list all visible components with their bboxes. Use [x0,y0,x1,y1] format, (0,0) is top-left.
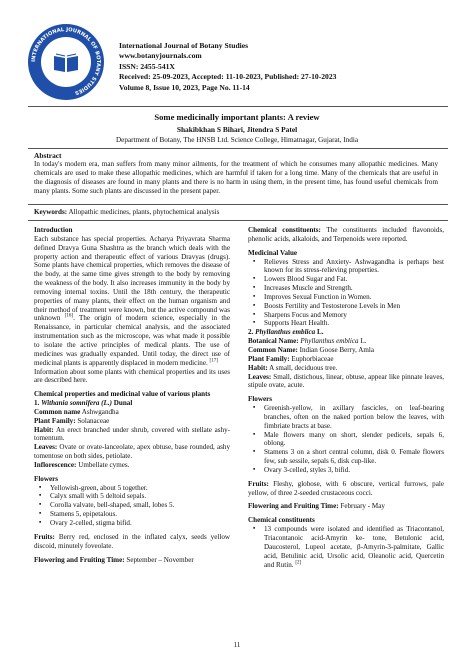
field-value: Indian Goose Berry, Amla [299,345,375,354]
field-label: Plant Family: [34,416,76,425]
list-item: ▪ Ovary 2-celled, stigma bifid. [50,519,230,528]
habit [34,426,230,444]
chem-heading: Chemical properties and medicinal value of various plants [34,390,211,399]
fruits [248,480,444,498]
field-value: Solanaceae [77,416,110,425]
list-item: ▪ Increases Muscle and Strength. [264,284,444,293]
list-item: ▪ Calyx small with 5 deltoid sepals. [50,492,230,501]
list-item: ▪ Male flowers many on short, slender pedicels, sepals 6, oblong. [264,431,444,449]
plant-author: L. [317,328,324,337]
inflorescence [34,461,230,470]
field-label: Flowering and Fruiting Time: [248,502,339,511]
field-value: Fleshy, globose, with 6 obscure, vertical furrows, pale yellow, of three 2-seeded crustaceous cocci. [248,479,444,497]
plant-family [34,417,230,426]
flowers-list [248,404,444,475]
flowering-time [34,556,230,565]
field-value: Berry red, enclosed in the inflated calyx, seeds yellow discoid, minutely foveolate. [34,532,230,550]
list-item: ▪ Greenish-yellow, in axillary fascicles, on leaf-bearing branches, often on the naked portion below the leaves, with fimbriate bracts at base. [264,404,444,431]
fruits [34,533,230,551]
plant-name: Withania somnifera (L.) [41,399,112,408]
keywords-label: Keywords: [34,208,68,216]
field-value: Phyllanthus emblica [300,337,359,346]
divider [28,106,448,107]
field-value: Euphorbiaceae [291,354,334,363]
field-value: February - May [340,502,385,511]
intro-text-b: . The origin of modern science, especially in the Renaissance, in particular chemical analysis, and the associated instrumentation such as the microscope, was what made it possible to isolate the active principles of medical plants. The use of medicines was gradually expanded. Until today, the direct use of medicinal plants is apparently displaced in modern medicine. [34,314,231,367]
right-column [248,226,444,569]
field-label: Botanical Name: [248,337,299,346]
field-label: Common Name: [248,345,298,354]
plant-author: Dunal [113,399,133,408]
list-item: ▪ Stamens 3 on a short central column, disk 0. Female flowers few, sub sessile, sepals 6, disk cup-like. [264,448,444,466]
journal-issn: ISSN: 2455-541X [119,61,175,71]
leaves [248,373,444,391]
article-affiliation: Department of Botany, The HNSB Ltd. Science College, Himatnagar, Gujarat, India [115,136,359,144]
field-label: Common name [34,407,81,416]
keywords-text: Allopathic medicines, plants, phytochemical analysis [68,208,220,216]
list-item: ▪ Yellowish-green, about 5 together. [50,484,230,493]
article-title: Some medicinally important plants: A review [154,112,320,122]
list-item: ▪ Boosts Fertility and Testosterone Levels in Men [264,302,444,311]
intro-paragraph [34,235,230,368]
field-value: Ovate or ovate-lanceolate, apex obtuse, base rounded, ashy tomentose on both sides, petiolate. [34,443,230,461]
flowers-list [34,484,230,528]
field-label: Fruits: [248,479,269,488]
list-item: ▪ Relieves Stress and Anxiety- Ashwagandha is perhaps best known for its stress-relieving properties. [264,258,444,276]
common-name [248,346,444,355]
list-item: ▪ Sharpens Focus and Memory [264,311,444,320]
field-value: Ashwgandha [81,407,119,416]
field-value: September – November [126,555,194,564]
medicinal-value-heading: Medicinal Value [248,248,298,257]
list-item: ▪ Ovary 3-celled, styles 3, bifid. [264,466,444,475]
journal-name: International Journal of Botany Studies [119,41,249,50]
field-label: Habit: [34,425,54,434]
journal-meta [119,41,336,93]
botanical-name [248,337,444,346]
divider [28,220,448,221]
list-item-text: 13 compounds were isolated and identified as Triacontanol, Triacontanoic acid-Amyrin ke- tone, Betulonic acid, Daucosterol, Lupeol acetate, β-Amyrin-3-palmitate, Gallic acid, Betulinic acid, Ursolic acid, Oleanolic acid, Quercetin and Rutin. [264,525,444,569]
journal-volume: Volume 8, Issue 10, 2023, Page No. 11-14 [119,82,250,92]
medicinal-value-list [248,258,444,329]
field-label: Habit: [248,363,268,372]
flowering-time [248,502,444,511]
plant-2-heading [248,328,444,337]
field-value: Umbellate cymes. [78,460,130,469]
abstract-body: In today's modern era, man suffers from many minor ailments, for the treatment of which he consumes many allopathic medicines. Many chemicals are used to make these allopathic medicines, which are harmful if taken for a long time. Many of the chemicals that are useful in the diagnosis of diseases are found in many plants and there is no harm in using them, in the present time, has found useful chemicals from many plants. Some such plants are discussed in the present paper. [34,160,438,195]
page-number: 11 [233,641,241,649]
field-value: An erect branched under shrub, covered with stellate ashy-tomentum. [34,425,230,443]
plant-number: 1. [34,399,40,408]
list-item [264,525,444,569]
journal-logo [28,24,104,100]
plant-1-heading [34,399,230,408]
list-item: ▪ Lowers Blood Sugar and Fat. [264,275,444,284]
chemical-constituents [248,226,444,244]
list-item: ▪ Improves Sexual Function in Women. [264,293,444,302]
field-value: L. [360,337,367,346]
citation: [16] [64,314,74,320]
chemical-constituents-list [248,525,444,569]
field-label: Chemical constituents: [248,226,321,234]
field-value: A small, deciduous tree. [269,363,338,372]
field-label: Inflorescence: [34,460,77,469]
intro-heading: Introduction [34,226,73,234]
left-column [34,226,230,564]
habit [248,364,444,373]
common-name [34,408,230,417]
flowers-heading: Flowers [248,395,273,404]
citation: [17] [209,358,218,364]
flowers-heading: Flowers [34,474,59,483]
journal-dates: Received: 25-09-2023, Accepted: 11-10-2023, Published: 27-10-2023 [119,72,337,82]
field-label: Leaves: [248,372,272,381]
field-label: Flowering and Fruiting Time: [34,555,125,564]
book-icon [50,46,82,78]
journal-website: www.botanyjournals.com [119,51,202,61]
field-value: Small, distichous, linear, obtuse, appear like pinnate leaves, stipule ovate, acute. [248,372,444,390]
intro-paragraph-2: Information about some plants with chemical properties and its uses are described here. [34,367,230,385]
list-item: ▪ Supports Heart Health. [264,319,444,328]
field-label: Leaves: [34,443,58,452]
list-item: ▪ Stamens 5, epipetalous. [50,510,230,519]
intro-text-a: Each substance has special properties. Acharya Priyavrata Sharma defined Dravya Guna Shashtra as the branch which deals with the property action and therapeutic effect of various Dravyas (drugs). Some plants have chemical properties, which removes the disease of the body, at the same time gives strength to the body by removing the weakness of the body. It also increases immunity in the body by removing internal toxins. Until the 18th century, the therapeutic properties of many plants, their effect on the human organism and their method of treatment were known, but the active compound was unknown [34,234,230,323]
keywords [34,208,219,216]
leaves [34,443,230,461]
plant-family [248,355,444,364]
logo-text: INTERNATIONAL JOURNAL OF BOTANY STUDIES [30,26,102,96]
plant-name: Phyllanthus emblica [255,328,316,337]
article-authors: Shakibkhan S Bihari, Jitendra S Patel [176,125,298,134]
field-label: Plant Family: [248,354,290,363]
field-label: Fruits: [34,532,55,541]
divider [28,204,448,205]
list-item: ▪ Corolla valvate, bell-shaped, small, lobes 5. [50,501,230,510]
divider [28,148,448,149]
citation: [2] [295,560,302,566]
field-value: The constituents included flavonoids, phenolic acids, alkaloids, and Terpenoids were reported. [248,226,444,243]
abstract-heading: Abstract [34,151,62,160]
plant-number: 2. [248,328,254,337]
chemical-constituents-heading: Chemical constituents [248,516,315,525]
